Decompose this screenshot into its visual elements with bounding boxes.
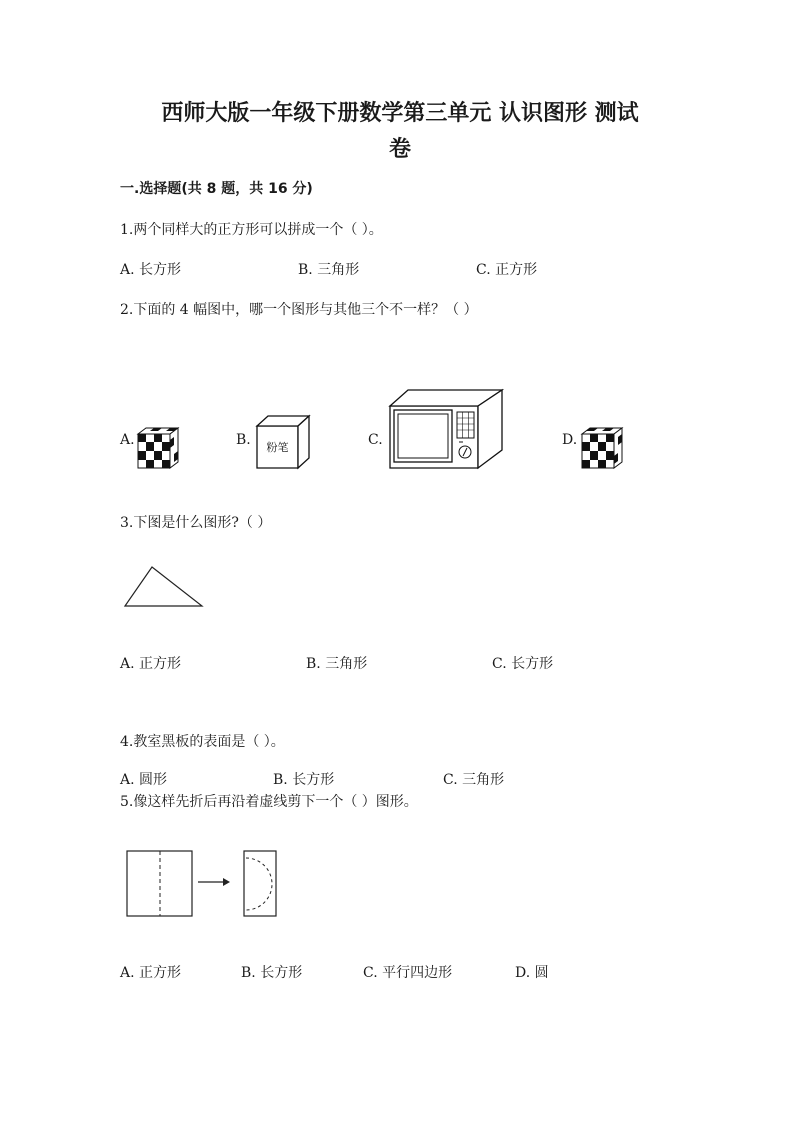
page-title — [120, 96, 680, 168]
question-1-option-b[interactable]: B. 三角形 — [298, 262, 360, 278]
question-2-label-b[interactable]: B. — [236, 432, 251, 448]
question-1-option-a[interactable]: A. 长方形 — [120, 262, 182, 278]
question-2-label-c[interactable]: C. — [368, 432, 383, 448]
question-3-stem: 3.下图是什么图形?（ ） — [120, 515, 272, 531]
triangle-image — [122, 564, 206, 610]
question-1-stem: 1.两个同样大的正方形可以拼成一个（ ）。 — [120, 222, 383, 238]
question-4-option-b[interactable]: B. 长方形 — [273, 772, 335, 788]
question-4-option-a[interactable]: A. 圆形 — [120, 772, 168, 788]
fold-cut-diagram — [126, 850, 278, 918]
question-3-option-c[interactable]: C. 长方形 — [492, 656, 554, 672]
title-line-2: 卷 — [388, 137, 411, 162]
cube-a — [138, 428, 178, 468]
question-5-option-a[interactable]: A. 正方形 — [120, 965, 182, 981]
question-3-option-b[interactable]: B. 三角形 — [306, 656, 368, 672]
question-3-option-a[interactable]: A. 正方形 — [120, 656, 182, 672]
question-2-label-a[interactable]: A. — [120, 432, 135, 448]
cube-checkered-d-image — [580, 426, 628, 470]
question-5-option-d[interactable]: D. 圆 — [515, 965, 549, 981]
chalk-box-text: 粉笔 — [266, 441, 289, 454]
cube-checkered-a-image — [136, 426, 182, 470]
question-2-stem: 2.下面的 4 幅图中，哪一个图形与其他三个不一样？（ ） — [120, 302, 478, 318]
microwave-image — [386, 388, 506, 472]
section-heading: 一.选择题(共 8 题，共 16 分) — [120, 181, 313, 197]
question-2-label-d[interactable]: D. — [562, 432, 578, 448]
question-5-option-c[interactable]: C. 平行四边形 — [363, 965, 453, 981]
question-4-stem: 4.教室黑板的表面是（ ）。 — [120, 734, 285, 750]
question-1-option-c[interactable]: C. 正方形 — [476, 262, 538, 278]
title-line-1: 西师大版一年级下册数学第三单元 认识图形 测试 — [161, 101, 639, 126]
chalk-box-image — [254, 414, 312, 470]
question-4-option-c[interactable]: C. 三角形 — [443, 772, 505, 788]
question-5-option-b[interactable]: B. 长方形 — [241, 965, 303, 981]
question-5-stem: 5.像这样先折后再沿着虚线剪下一个（ ）图形。 — [120, 794, 418, 810]
